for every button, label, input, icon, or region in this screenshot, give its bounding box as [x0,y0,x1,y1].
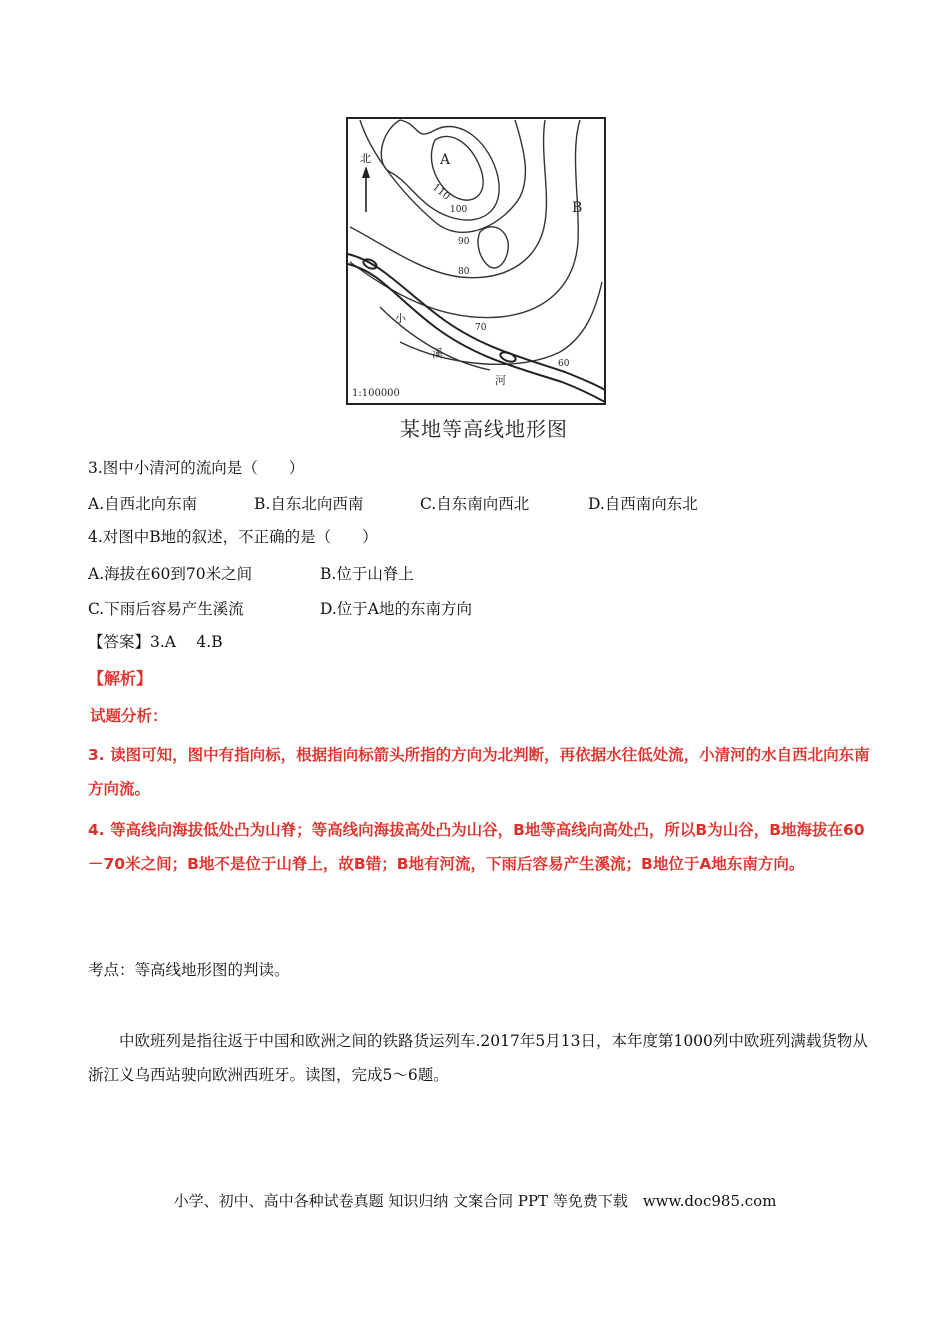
scale-label: 1:100000 [352,388,400,399]
kaodian-line: 考点：等高线地形图的判读。 [88,961,290,979]
analysis-subheading: 试题分析： [90,707,168,725]
point-a-label: A [440,152,451,168]
q3-stem: 3.图中小清河的流向是（ ） [88,459,305,477]
analysis-paragraph-3: 3. 读图可知，图中有指向标，根据指向标箭头所指的方向为北判断，再依据水往低处流，小清河的水自西北向东南方向流。 [88,746,870,798]
contour-map [340,112,608,442]
analysis-paragraph-4: 4. 等高线向海拔低处凸为山脊；等高线向海拔高处凸为山谷，B地等高线向高处凸，所以B为山谷，B地海拔在60－70米之间；B地不是位于山脊上，故B错；B地有河流，下雨后容易产生溪流；B地位于A地东南方向。 [88,821,865,873]
q4-option-a: A.海拔在60到70米之间 [88,565,253,583]
q3-option-b: B.自东北向西南 [254,495,364,513]
answer-line: 【答案】3.A 4.B [88,633,223,651]
north-label: 北 [360,152,371,165]
q4-option-d: D.位于A地的东南方向 [320,600,472,618]
contour-label-90: 90 [458,237,470,247]
contour-label-80: 80 [458,267,470,277]
contour-map-svg [340,112,608,412]
intro-paragraph: 中欧班列是指往返于中国和欧洲之间的铁路货运列车.2017年5月13日，本年度第1000列中欧班列满载货物从浙江义乌西站驶向欧洲西班牙。读图，完成5～6题。 [88,1032,868,1084]
river-label-2: 溪 [432,347,443,360]
q4-stem: 4.对图中B地的叙述，不正确的是（ ） [88,528,378,546]
footer-text: 小学、初中、高中各种试卷真题 知识归纳 文案合同 PPT 等免费下载 www.doc985.com [173,1192,777,1210]
contour-label-70: 70 [475,323,487,333]
river-label-3: 河 [495,374,506,387]
point-b-label: B [572,200,583,216]
contour-label-60: 60 [558,359,570,369]
q3-option-d: D.自西南向东北 [588,495,698,513]
q4-option-c: C.下雨后容易产生溪流 [88,600,244,618]
analysis-heading: 【解析】 [88,669,153,688]
river-label-1: 小 [395,312,406,325]
q4-option-b: B.位于山脊上 [320,565,414,583]
contour-label-100: 100 [450,205,468,215]
q3-option-c: C.自东南向西北 [420,495,530,513]
q3-option-a: A.自西北向东南 [88,495,198,513]
map-caption: 某地等高线地形图 [400,417,568,441]
contour-label-110: 110 [430,181,452,203]
